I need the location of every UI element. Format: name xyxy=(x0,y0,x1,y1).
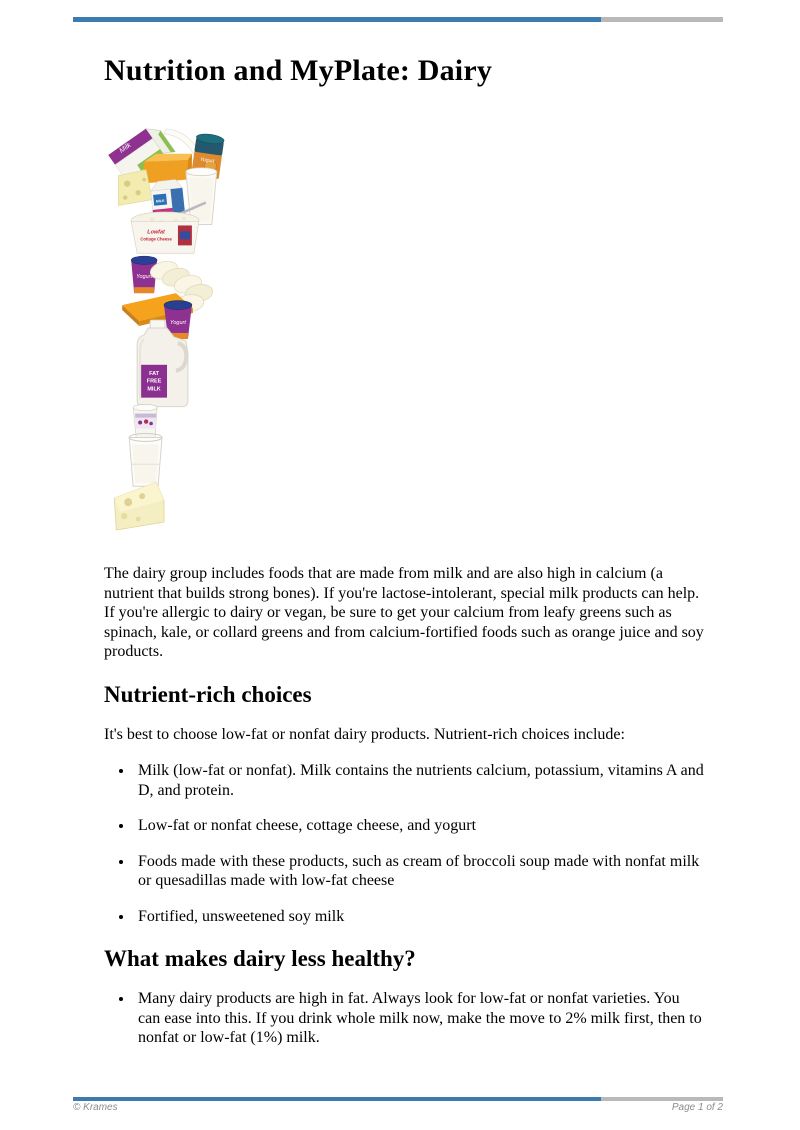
page-footer xyxy=(73,1102,723,1113)
list-item-soy-milk: • Fortified, unsweetened soy milk xyxy=(134,907,704,927)
jug-label-line2: FREE xyxy=(146,378,162,385)
yogurt2-label-text: Yogurt xyxy=(170,319,186,326)
jug-label-line1: FAT xyxy=(149,370,160,377)
section-intro-paragraph: It's best to choose low-fat or nonfat dairy products. Nutrient-rich choices include: xyxy=(104,725,625,743)
section-heading-nutrient-rich: Nutrient-rich choices xyxy=(104,681,312,707)
page-indicator: Page 1 of 2 xyxy=(671,1102,723,1113)
cheddar-block-graphic xyxy=(142,154,192,184)
list-item-milk: • Milk (low-fat or nonfat). Milk contains the nutrients calcium, potassium, vitamins A and D, and protein. xyxy=(134,761,704,800)
list-item-cheese-yogurt: • Low-fat or nonfat cheese, cottage cheese, and yogurt xyxy=(134,816,704,836)
copyright-text: © Krames xyxy=(73,1102,118,1113)
footer-rule-blue-segment xyxy=(73,1097,601,1101)
intro-paragraph: The dairy group includes foods that are made from milk and are also high in calcium (a nutrient that builds strong bones). If you're lactose-intolerant, special milk products can help. If you're allergic to dairy or vegan, be sure to get your calcium from leafy greens such as spinach, kale, or collard greens and from calcium-fortified foods such as orange juice and soy products. xyxy=(104,565,704,660)
list-item-high-fat: • Many dairy products are high in fat. Always look for low-fat or nonfat varieties. You can ease into this. If you drink whole milk now, make the move to 2% milk first, then to nonfat or low-fat (1%) milk. xyxy=(134,989,704,1048)
small-yogurt-cup-graphic xyxy=(133,404,157,437)
list-item-foods-made: • Foods made with these products, such as cream of broccoli soup made with nonfat milk or quesadillas made with low-fat cheese xyxy=(134,852,704,891)
footer-rule xyxy=(73,1097,723,1101)
nutrient-rich-list xyxy=(104,761,704,926)
header-rule-blue-segment xyxy=(73,17,601,22)
cottage-label-line1: Lowfat xyxy=(147,229,165,236)
cottage-label-line2: Cottage Cheese xyxy=(140,236,172,242)
yogurt-label-text: Yogurt xyxy=(136,274,153,281)
milk-glass-graphic xyxy=(129,433,162,486)
swiss-cheese-wedge-bottom-graphic xyxy=(114,482,164,530)
header-rule-gray-segment xyxy=(601,17,723,22)
less-healthy-list xyxy=(104,989,704,1048)
header-rule xyxy=(73,17,723,22)
can-label-text: Yogurt xyxy=(199,157,215,165)
small-carton-label-text: MILK xyxy=(155,198,165,204)
page-title: Nutrition and MyPlate: Dairy xyxy=(104,54,493,87)
footer-rule-gray-segment xyxy=(601,1097,723,1101)
swiss-cheese-wedge-graphic xyxy=(118,170,152,206)
jug-label-line3: MILK xyxy=(147,386,161,393)
carton-label-text: Milk xyxy=(118,141,133,155)
article-content xyxy=(104,54,704,1064)
section-heading-less-healthy: What makes dairy less healthy? xyxy=(104,946,416,971)
dairy-foods-image xyxy=(104,114,236,532)
